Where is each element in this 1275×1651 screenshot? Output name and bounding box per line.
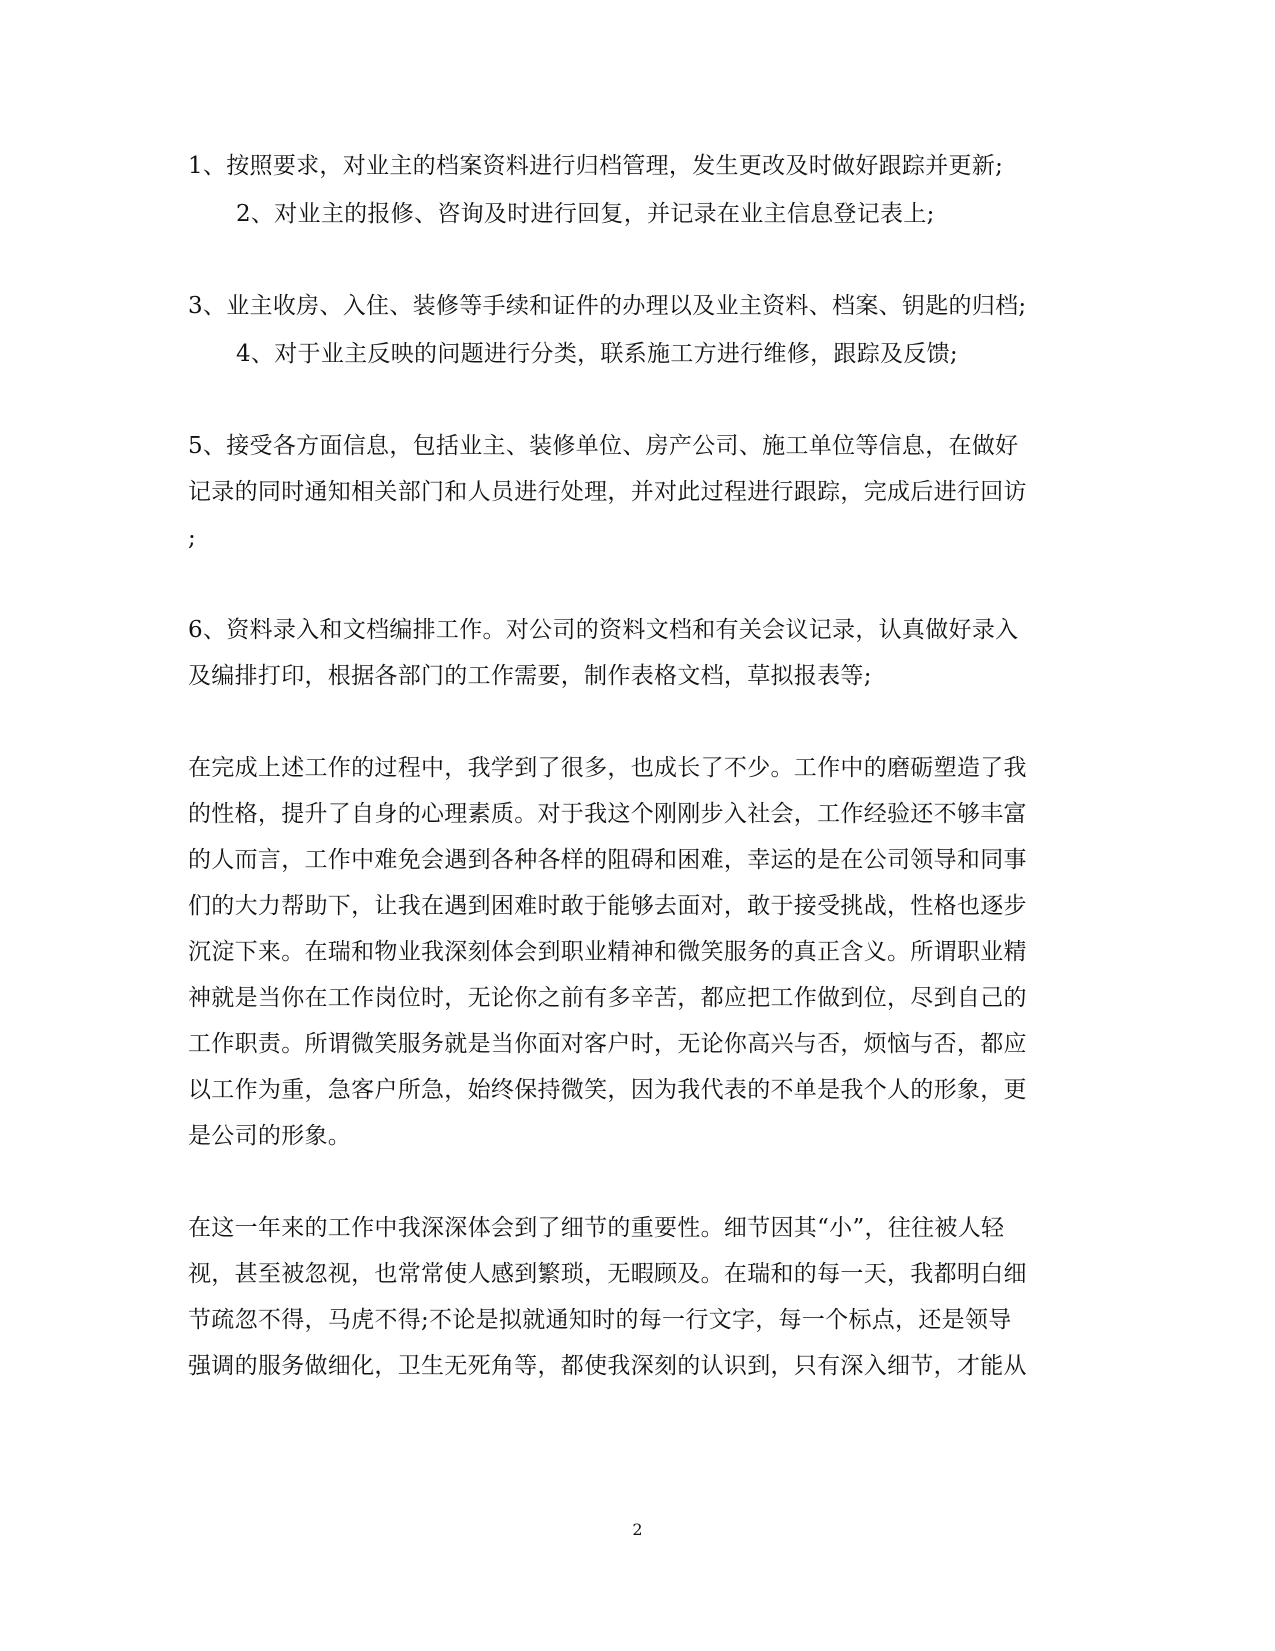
text-line: 是公司的形象。 [188,1123,352,1149]
text-line: 工作职责。所谓微笑服务就是当你面对客户时，无论你高兴与否，烦恼与否，都应 [188,1031,1027,1057]
text-line: 6、资料录入和文档编排工作。对公司的资料文档和有关会议记录，认真做好录入 [188,617,1019,643]
text-line: 们的大力帮助下，让我在遇到困难时敢于能够去面对，敢于接受挑战，性格也逐步 [188,893,1027,919]
text-line: 3、业主收房、入住、装修等手续和证件的办理以及业主资料、档案、钥匙的归档; [188,293,1027,319]
text-line: 的性格，提升了自身的心理素质。对于我这个刚刚步入社会，工作经验还不够丰富 [188,801,1027,827]
text-line: 2、对业主的报修、咨询及时进行回复，并记录在业主信息登记表上; [236,201,935,227]
text-line: 以工作为重，急客户所急，始终保持微笑，因为我代表的不单是我个人的形象，更 [188,1077,1027,1103]
text-line: 在这一年来的工作中我深深体会到了细节的重要性。细节因其“小”，往往被人轻 [188,1215,1005,1241]
text-line: 记录的同时通知相关部门和人员进行处理，并对此过程进行跟踪，完成后进行回访 [188,479,1027,505]
text-line: 视，甚至被忽视，也常常使人感到繁琐，无暇顾及。在瑞和的每一天，我都明白细 [188,1261,1027,1287]
text-line: 节疏忽不得，马虎不得;不论是拟就通知时的每一行文字，每一个标点，还是领导 [188,1307,1012,1333]
text-line: 神就是当你在工作岗位时，无论你之前有多辛苦，都应把工作做到位，尽到自己的 [188,985,1027,1011]
page-number: 2 [632,1520,643,1539]
text-line: 在完成上述工作的过程中，我学到了很多，也成长了不少。工作中的磨砺塑造了我 [188,755,1027,781]
text-line: ; [188,525,197,551]
text-line: 强调的服务做细化，卫生无死角等，都使我深刻的认识到，只有深入细节，才能从 [188,1353,1027,1379]
text-line: 沉淀下来。在瑞和物业我深刻体会到职业精神和微笑服务的真正含义。所谓职业精 [188,939,1027,965]
text-line: 及编排打印，根据各部门的工作需要，制作表格文档，草拟报表等; [188,663,872,689]
text-line: 的人而言，工作中难免会遇到各种各样的阻碍和困难，幸运的是在公司领导和同事 [188,847,1027,873]
text-line: 1、按照要求，对业主的档案资料进行归档管理，发生更改及时做好跟踪并更新; [188,153,1004,179]
text-line: 4、对于业主反映的问题进行分类，联系施工方进行维修，跟踪及反馈; [236,341,958,367]
text-line: 5、接受各方面信息，包括业主、装修单位、房产公司、施工单位等信息，在做好 [188,433,1019,459]
